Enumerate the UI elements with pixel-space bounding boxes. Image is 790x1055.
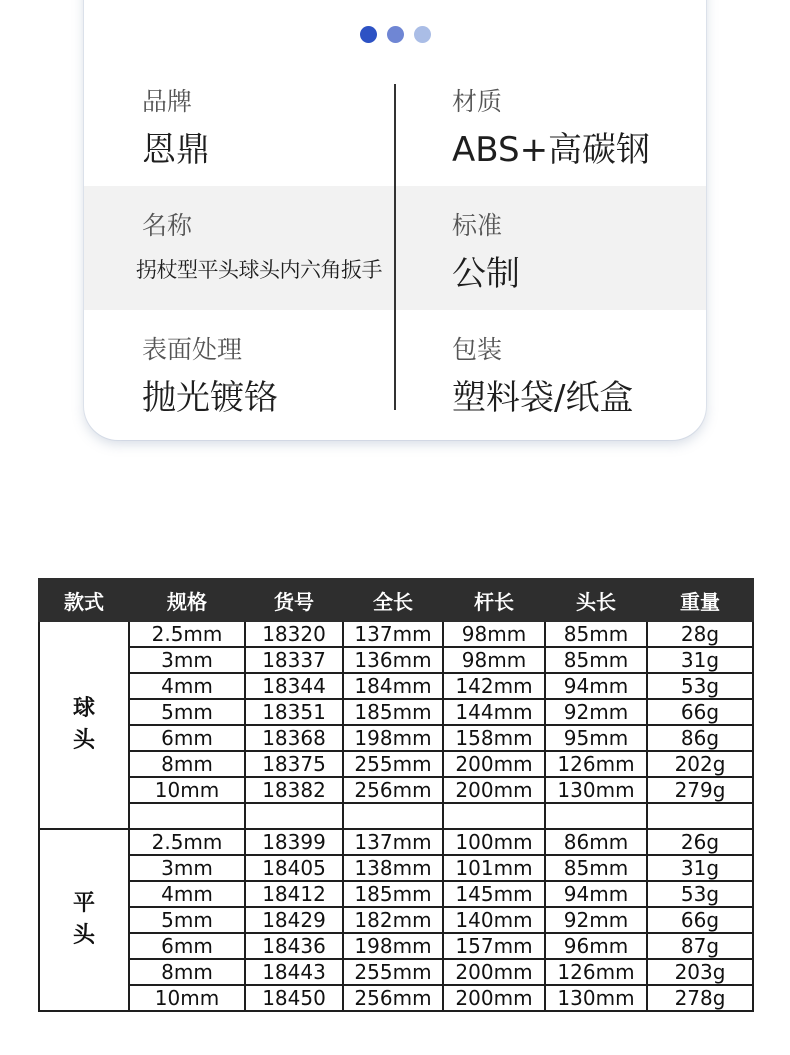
cell-weight: 202g (647, 751, 753, 777)
cell-shaft-length: 98mm (443, 621, 545, 647)
material-label: 材质 (452, 87, 503, 116)
cell-total-length: 255mm (343, 751, 443, 777)
cell-total-length: 184mm (343, 673, 443, 699)
cell-size: 2.5mm (129, 829, 245, 855)
finish-value: 抛光镀铬 (142, 378, 278, 418)
cell-head-length: 85mm (545, 621, 647, 647)
cell-shaft-length: 158mm (443, 725, 545, 751)
finish-label: 表面处理 (142, 335, 243, 364)
spec-brand (142, 62, 394, 186)
cell-item-no (245, 803, 343, 829)
cell-head-length: 92mm (545, 907, 647, 933)
header-total-length: 全长 (343, 579, 443, 621)
cell-size: 10mm (129, 777, 245, 803)
cell-shaft-length (443, 803, 545, 829)
table-row (39, 933, 753, 959)
table-row (39, 985, 753, 1011)
cell-item-no: 18399 (245, 829, 343, 855)
cell-size: 2.5mm (129, 621, 245, 647)
cell-size: 5mm (129, 699, 245, 725)
cell-head-length (545, 803, 647, 829)
cell-shaft-length: 98mm (443, 647, 545, 673)
cell-head-length: 85mm (545, 855, 647, 881)
cell-head-length: 126mm (545, 959, 647, 985)
cell-weight: 31g (647, 647, 753, 673)
cell-shaft-length: 200mm (443, 959, 545, 985)
table-row (39, 673, 753, 699)
header-weight: 重量 (647, 579, 753, 621)
cell-shaft-length: 145mm (443, 881, 545, 907)
group-label: 平 头 (39, 829, 129, 1011)
cell-head-length: 126mm (545, 751, 647, 777)
cell-size: 5mm (129, 907, 245, 933)
table-row (39, 777, 753, 803)
cell-head-length: 86mm (545, 829, 647, 855)
cell-head-length: 85mm (545, 647, 647, 673)
cell-item-no: 18450 (245, 985, 343, 1011)
cell-total-length: 137mm (343, 829, 443, 855)
cell-weight: 53g (647, 673, 753, 699)
cell-total-length: 198mm (343, 933, 443, 959)
carousel-dots (84, 26, 706, 43)
cell-weight: 278g (647, 985, 753, 1011)
cell-weight: 66g (647, 907, 753, 933)
cell-weight: 28g (647, 621, 753, 647)
table-header-row (39, 579, 753, 621)
cell-weight: 66g (647, 699, 753, 725)
cell-total-length: 256mm (343, 985, 443, 1011)
cell-head-length: 92mm (545, 699, 647, 725)
group-label: 球 头 (39, 621, 129, 829)
cell-weight: 203g (647, 959, 753, 985)
cell-shaft-length: 101mm (443, 855, 545, 881)
cell-size: 4mm (129, 881, 245, 907)
cell-head-length: 94mm (545, 673, 647, 699)
spec-card (84, 0, 706, 440)
carousel-dot-3[interactable] (414, 26, 431, 43)
cell-item-no: 18344 (245, 673, 343, 699)
cell-total-length: 138mm (343, 855, 443, 881)
table-row (39, 881, 753, 907)
cell-head-length: 130mm (545, 985, 647, 1011)
cell-head-length: 96mm (545, 933, 647, 959)
table-row (39, 751, 753, 777)
cell-size: 6mm (129, 933, 245, 959)
cell-size: 4mm (129, 673, 245, 699)
cell-item-no: 18351 (245, 699, 343, 725)
cell-item-no: 18443 (245, 959, 343, 985)
cell-size: 3mm (129, 647, 245, 673)
header-style: 款式 (39, 579, 129, 621)
table-row (39, 959, 753, 985)
packaging-label: 包装 (452, 335, 503, 364)
table-row (39, 699, 753, 725)
table-row (39, 803, 753, 829)
cell-weight: 26g (647, 829, 753, 855)
cell-shaft-length: 200mm (443, 777, 545, 803)
cell-head-length: 95mm (545, 725, 647, 751)
table-row (39, 621, 753, 647)
cell-item-no: 18382 (245, 777, 343, 803)
name-value: 拐杖型平头球头内六角扳手 (136, 258, 382, 282)
cell-total-length: 137mm (343, 621, 443, 647)
cell-shaft-length: 142mm (443, 673, 545, 699)
cell-total-length: 198mm (343, 725, 443, 751)
cell-item-no: 18320 (245, 621, 343, 647)
material-value: ABS+高碳钢 (452, 130, 651, 170)
table-row (39, 855, 753, 881)
header-head-length: 头长 (545, 579, 647, 621)
cell-item-no: 18412 (245, 881, 343, 907)
column-divider (394, 84, 396, 410)
table-body (39, 621, 753, 1011)
cell-item-no: 18405 (245, 855, 343, 881)
spec-packaging (452, 310, 692, 434)
spec-name (136, 186, 394, 310)
table-row (39, 907, 753, 933)
cell-weight: 53g (647, 881, 753, 907)
cell-head-length: 94mm (545, 881, 647, 907)
cell-item-no: 18337 (245, 647, 343, 673)
cell-shaft-length: 200mm (443, 751, 545, 777)
cell-item-no: 18375 (245, 751, 343, 777)
cell-size: 6mm (129, 725, 245, 751)
cell-item-no: 18429 (245, 907, 343, 933)
cell-total-length: 256mm (343, 777, 443, 803)
cell-shaft-length: 157mm (443, 933, 545, 959)
cell-size (129, 803, 245, 829)
cell-weight (647, 803, 753, 829)
cell-size: 8mm (129, 751, 245, 777)
cell-total-length: 136mm (343, 647, 443, 673)
table-row (39, 829, 753, 855)
header-shaft-length: 杆长 (443, 579, 545, 621)
cell-shaft-length: 140mm (443, 907, 545, 933)
cell-weight: 86g (647, 725, 753, 751)
table-row (39, 725, 753, 751)
cell-shaft-length: 200mm (443, 985, 545, 1011)
header-item-no: 货号 (245, 579, 343, 621)
header-size: 规格 (129, 579, 245, 621)
cell-size: 10mm (129, 985, 245, 1011)
cell-item-no: 18368 (245, 725, 343, 751)
standard-label: 标准 (452, 211, 503, 240)
brand-value: 恩鼎 (142, 130, 210, 170)
cell-head-length: 130mm (545, 777, 647, 803)
name-label: 名称 (142, 211, 193, 240)
cell-item-no: 18436 (245, 933, 343, 959)
cell-size: 8mm (129, 959, 245, 985)
cell-total-length (343, 803, 443, 829)
cell-weight: 87g (647, 933, 753, 959)
spec-table (38, 578, 754, 1012)
cell-total-length: 185mm (343, 699, 443, 725)
cell-size: 3mm (129, 855, 245, 881)
spec-material (452, 62, 692, 186)
cell-total-length: 255mm (343, 959, 443, 985)
cell-shaft-length: 100mm (443, 829, 545, 855)
cell-total-length: 185mm (343, 881, 443, 907)
cell-weight: 279g (647, 777, 753, 803)
spec-standard (452, 186, 692, 310)
packaging-value: 塑料袋/纸盒 (452, 378, 634, 418)
cell-total-length: 182mm (343, 907, 443, 933)
carousel-dot-1[interactable] (360, 26, 377, 43)
cell-weight: 31g (647, 855, 753, 881)
spec-finish (142, 310, 394, 434)
table-row (39, 647, 753, 673)
cell-shaft-length: 144mm (443, 699, 545, 725)
brand-label: 品牌 (142, 87, 193, 116)
carousel-dot-2[interactable] (387, 26, 404, 43)
standard-value: 公制 (452, 254, 520, 294)
